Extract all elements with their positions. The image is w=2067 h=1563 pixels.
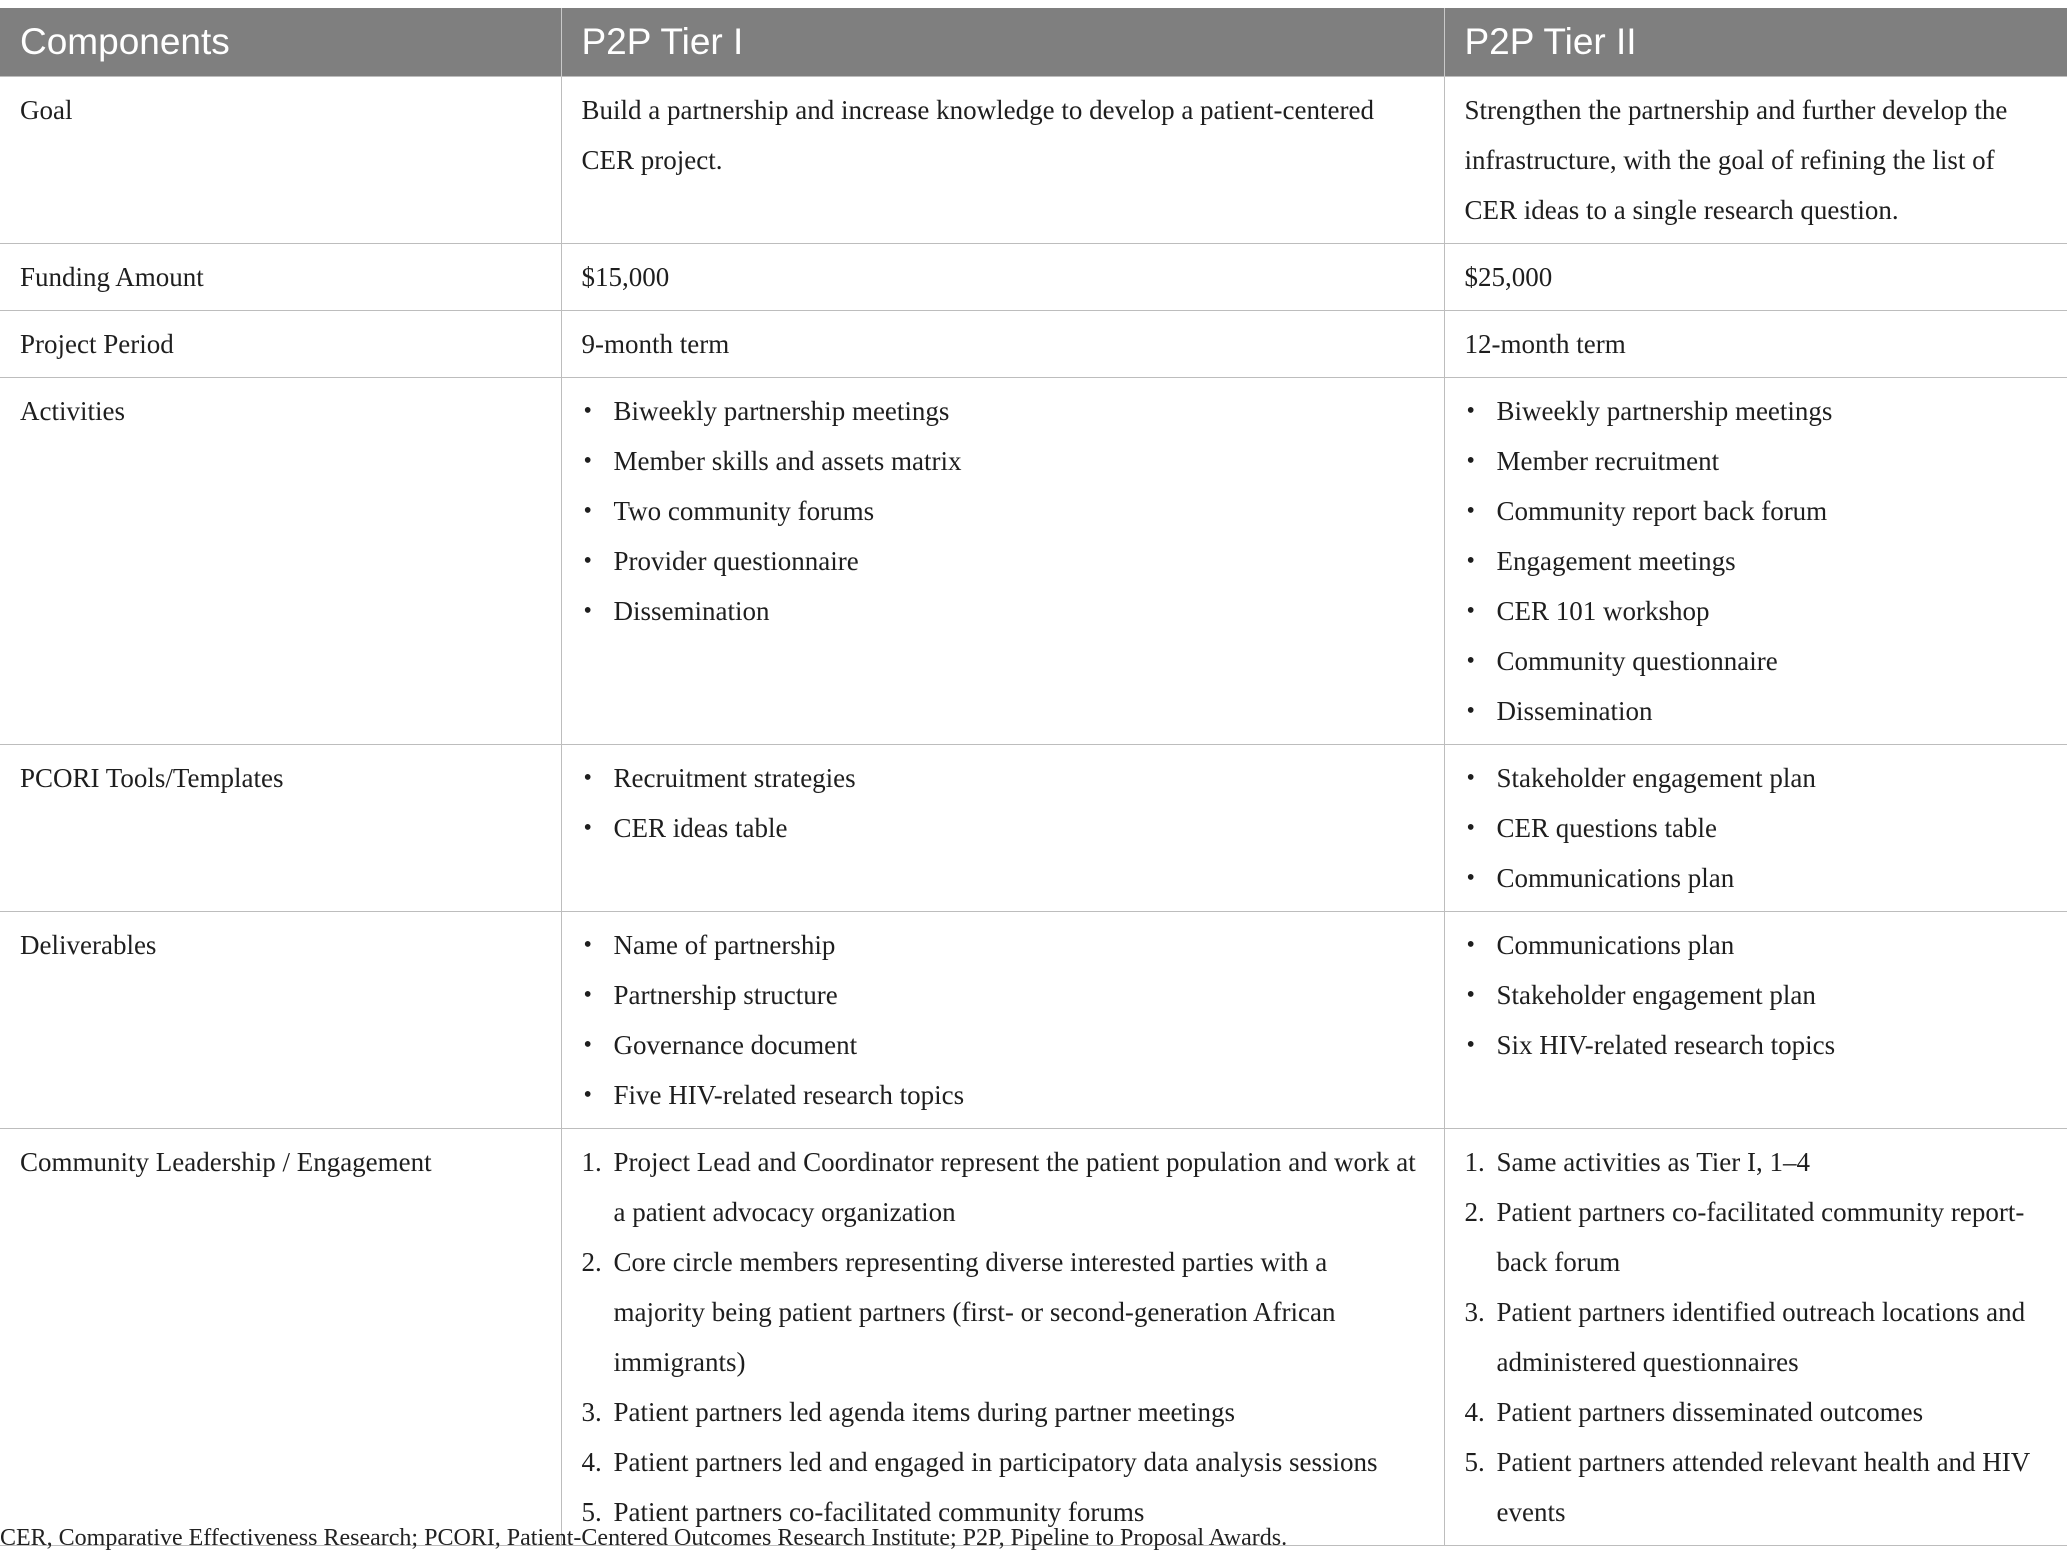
row-label-activities: Activities (0, 377, 561, 744)
item-number: 3. (581, 1396, 602, 1427)
list-item: • CER ideas table (582, 803, 1424, 853)
tools-tier2-list (1465, 753, 2048, 903)
list-item: • Stakeholder engagement plan (1465, 970, 2048, 1020)
list-item: • Dissemination (1465, 686, 2048, 736)
list-item: • Provider questionnaire (582, 536, 1424, 586)
item-number: 4. (1464, 1396, 1485, 1427)
header-tier1: P2P Tier I (561, 8, 1444, 76)
table-header (0, 8, 2067, 76)
deliverables-tier2-list (1465, 920, 2048, 1070)
row-label-goal: Goal (0, 76, 561, 243)
item-number: 4. (581, 1446, 602, 1477)
item-text: Project Lead and Coordinator represent the patient population and work at a patient advocacy organization (613, 1146, 1416, 1227)
table-row-funding (0, 243, 2067, 310)
list-item (582, 1387, 1424, 1437)
item-text: Patient partners led and engaged in participatory data analysis sessions (613, 1446, 1378, 1477)
tools-tier1-list (582, 753, 1424, 853)
community-tier1-list (582, 1137, 1424, 1537)
list-item (582, 1237, 1424, 1387)
period-tier2: 12-month term (1444, 310, 2067, 377)
header-tier2: P2P Tier II (1444, 8, 2067, 76)
item-text: Same activities as Tier I, 1–4 (1496, 1146, 1810, 1177)
table-body (0, 76, 2067, 1545)
tools-tier1 (561, 744, 1444, 911)
item-text: Core circle members representing diverse interested parties with a majority being patient partners (first- or second-generation African immigrants) (613, 1246, 1336, 1377)
list-item: • Biweekly partnership meetings (582, 386, 1424, 436)
goal-tier2: Strengthen the partnership and further develop the infrastructure, with the goal of refining the list of CER ideas to a single research question. (1444, 76, 2067, 243)
item-text: Patient partners led agenda items during partner meetings (613, 1396, 1236, 1427)
activities-tier1-list (582, 386, 1424, 636)
activities-tier1 (561, 377, 1444, 744)
list-item: • Partnership structure (582, 970, 1424, 1020)
deliverables-tier2 (1444, 911, 2067, 1128)
list-item: • Biweekly partnership meetings (1465, 386, 2048, 436)
deliverables-tier1-list (582, 920, 1424, 1120)
table-row-period (0, 310, 2067, 377)
table-row-goal (0, 76, 2067, 243)
list-item: • Communications plan (1465, 853, 2048, 903)
table-row-deliverables (0, 911, 2067, 1128)
community-tier1 (561, 1128, 1444, 1545)
table-row-activities (0, 377, 2067, 744)
list-item: • CER 101 workshop (1465, 586, 2048, 636)
list-item (1465, 1287, 2048, 1387)
item-number: 2. (581, 1246, 602, 1277)
table-row-community (0, 1128, 2067, 1545)
item-number: 5. (1464, 1446, 1485, 1477)
header-components: Components (0, 8, 561, 76)
funding-tier2: $25,000 (1444, 243, 2067, 310)
list-item: • Communications plan (1465, 920, 2048, 970)
item-number: 3. (1464, 1296, 1485, 1327)
list-item (582, 1137, 1424, 1237)
list-item: • CER questions table (1465, 803, 2048, 853)
item-text: Patient partners co-facilitated community report-back forum (1496, 1196, 2025, 1277)
list-item: • Community report back forum (1465, 486, 2048, 536)
list-item: • Recruitment strategies (582, 753, 1424, 803)
item-number: 1. (1464, 1146, 1485, 1177)
deliverables-tier1 (561, 911, 1444, 1128)
item-text: Patient partners identified outreach locations and administered questionnaires (1496, 1296, 2026, 1377)
community-tier2 (1444, 1128, 2067, 1545)
tools-tier2 (1444, 744, 2067, 911)
item-number: 2. (1464, 1196, 1485, 1227)
list-item: • Member skills and assets matrix (582, 436, 1424, 486)
row-label-community: Community Leadership / Engagement (0, 1128, 561, 1545)
table-footnote: CER, Comparative Effectiveness Research; PCORI, Patient-Centered Outcomes Research Institute; P2P, Pipeline to Proposal Awards. (0, 1525, 1288, 1551)
header-row (0, 8, 2067, 76)
goal-tier1: Build a partnership and increase knowledge to develop a patient-centered CER project. (561, 76, 1444, 243)
item-text: Patient partners disseminated outcomes (1496, 1396, 1924, 1427)
row-label-tools: PCORI Tools/Templates (0, 744, 561, 911)
table-row-tools (0, 744, 2067, 911)
activities-tier2-list (1465, 386, 2048, 736)
row-label-period: Project Period (0, 310, 561, 377)
funding-tier1: $15,000 (561, 243, 1444, 310)
list-item: • Name of partnership (582, 920, 1424, 970)
list-item (1465, 1137, 2048, 1187)
row-label-deliverables: Deliverables (0, 911, 561, 1128)
list-item: • Community questionnaire (1465, 636, 2048, 686)
list-item (1465, 1187, 2048, 1287)
list-item: • Member recruitment (1465, 436, 2048, 486)
item-text: Patient partners co-facilitated community forums (613, 1496, 1145, 1527)
list-item: • Two community forums (582, 486, 1424, 536)
activities-tier2 (1444, 377, 2067, 744)
list-item (1465, 1387, 2048, 1437)
item-number: 1. (581, 1146, 602, 1177)
list-item: • Engagement meetings (1465, 536, 2048, 586)
components-table-container (0, 8, 2067, 1546)
row-label-funding: Funding Amount (0, 243, 561, 310)
components-table (0, 8, 2067, 1546)
list-item (582, 1437, 1424, 1487)
period-tier1: 9-month term (561, 310, 1444, 377)
list-item: • Six HIV-related research topics (1465, 1020, 2048, 1070)
list-item: • Stakeholder engagement plan (1465, 753, 2048, 803)
list-item: • Dissemination (582, 586, 1424, 636)
item-number: 5. (581, 1496, 602, 1527)
list-item: • Five HIV-related research topics (582, 1070, 1424, 1120)
list-item: • Governance document (582, 1020, 1424, 1070)
item-text: Patient partners attended relevant health and HIV events (1496, 1446, 2030, 1527)
community-tier2-list (1465, 1137, 2048, 1537)
